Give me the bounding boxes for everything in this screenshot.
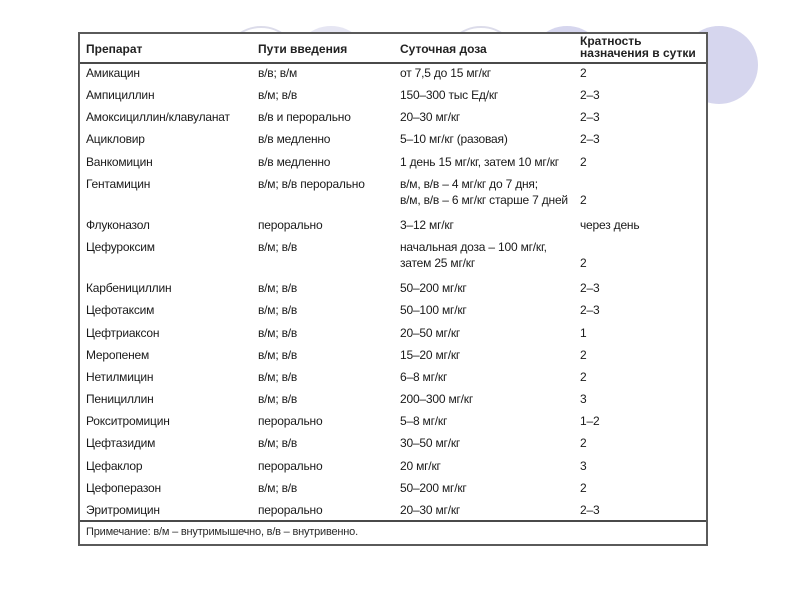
cell-dose: затем 25 мг/кг [400, 256, 476, 270]
cell-route: в/м; в/в [258, 436, 298, 450]
cell-drug: Цефаклор [86, 459, 143, 473]
cell-frequency: 2–3 [580, 281, 600, 295]
cell-drug: Цефоперазон [86, 481, 161, 495]
cell-route: в/м; в/в перорально [258, 177, 365, 191]
cell-frequency: 2 [580, 256, 587, 270]
cell-frequency: 3 [580, 459, 587, 473]
cell-frequency: 2–3 [580, 88, 600, 102]
cell-route: в/м; в/в [258, 481, 298, 495]
cell-dose: 20–30 мг/кг [400, 110, 461, 124]
cell-dose: 150–300 тыс Ед/кг [400, 88, 499, 102]
cell-route: в/м; в/в [258, 281, 298, 295]
cell-frequency: через день [580, 218, 640, 232]
cell-route: в/м; в/в [258, 392, 298, 406]
cell-drug: Меропенем [86, 348, 150, 362]
cell-drug: Цефтриаксон [86, 326, 160, 340]
cell-frequency: 2–3 [580, 132, 600, 146]
cell-route: в/м; в/в [258, 303, 298, 317]
cell-drug: Амикацин [86, 66, 140, 80]
table-footnote: Примечание: в/м – внутримышечно, в/в – внутривенно. [86, 526, 358, 538]
cell-dose: 5–8 мг/кг [400, 414, 448, 428]
header-dose: Суточная доза [400, 42, 487, 56]
cell-drug: Цефуроксим [86, 240, 155, 254]
header-route: Пути введения [258, 42, 348, 56]
cell-dose: 6–8 мг/кг [400, 370, 448, 384]
cell-frequency: 2 [580, 481, 587, 495]
cell-dose: в/м, в/в – 6 мг/кг старше 7 дней [400, 193, 568, 207]
cell-route: в/в и перорально [258, 110, 351, 124]
header-frequency-line2: назначения в сутки [580, 46, 696, 60]
cell-frequency: 1–2 [580, 414, 600, 428]
cell-route: в/м; в/в [258, 326, 298, 340]
cell-route: в/в медленно [258, 155, 331, 169]
cell-dose: 50–100 мг/кг [400, 303, 467, 317]
cell-drug: Карбенициллин [86, 281, 172, 295]
cell-dose: 50–200 мг/кг [400, 481, 467, 495]
table-divider [80, 520, 706, 522]
cell-route: перорально [258, 218, 323, 232]
cell-route: в/м; в/в [258, 348, 298, 362]
cell-dose: начальная доза – 100 мг/кг, [400, 240, 547, 254]
cell-dose: 50–200 мг/кг [400, 281, 467, 295]
cell-dose: 200–300 мг/кг [400, 392, 474, 406]
cell-route: в/м; в/в [258, 88, 298, 102]
header-drug: Препарат [86, 42, 143, 56]
cell-dose: 20 мг/кг [400, 459, 441, 473]
cell-frequency: 2 [580, 66, 587, 80]
cell-route: перорально [258, 459, 323, 473]
cell-drug: Ампициллин [86, 88, 155, 102]
cell-frequency: 2 [580, 436, 587, 450]
cell-dose: от 7,5 до 15 мг/кг [400, 66, 491, 80]
cell-dose: 20–30 мг/кг [400, 503, 461, 517]
cell-drug: Нетилмицин [86, 370, 154, 384]
cell-drug: Цефотаксим [86, 303, 155, 317]
cell-route: в/м; в/в [258, 240, 298, 254]
cell-drug: Цефтазидим [86, 436, 156, 450]
cell-frequency: 3 [580, 392, 587, 406]
cell-drug: Флуконазол [86, 218, 150, 232]
cell-dose: 15–20 мг/кг [400, 348, 461, 362]
cell-route: перорально [258, 503, 323, 517]
cell-frequency: 2 [580, 155, 587, 169]
cell-dose: 5–10 мг/кг (разовая) [400, 132, 508, 146]
cell-dose: в/м, в/в – 4 мг/кг до 7 дня; [400, 177, 538, 191]
cell-frequency: 2–3 [580, 110, 600, 124]
cell-drug: Рокситромицин [86, 414, 170, 428]
cell-drug: Ванкомицин [86, 155, 153, 169]
cell-frequency: 2 [580, 348, 587, 362]
cell-route: в/м; в/в [258, 370, 298, 384]
cell-dose: 30–50 мг/кг [400, 436, 461, 450]
antibiotic-dosage-table [78, 32, 708, 546]
cell-frequency: 2–3 [580, 503, 600, 517]
cell-frequency: 1 [580, 326, 587, 340]
cell-route: в/в; в/м [258, 66, 298, 80]
cell-frequency: 2 [580, 193, 587, 207]
cell-drug: Эритромицин [86, 503, 160, 517]
cell-drug: Амоксициллин/клавуланат [86, 110, 230, 124]
header-frequency-line1: Кратность [580, 34, 642, 48]
cell-dose: 20–50 мг/кг [400, 326, 461, 340]
cell-drug: Пенициллин [86, 392, 154, 406]
cell-frequency: 2 [580, 370, 587, 384]
cell-dose: 3–12 мг/кг [400, 218, 454, 232]
cell-frequency: 2–3 [580, 303, 600, 317]
cell-drug: Гентамицин [86, 177, 151, 191]
table-header [80, 34, 706, 64]
cell-route: перорально [258, 414, 323, 428]
cell-route: в/в медленно [258, 132, 331, 146]
cell-drug: Ацикловир [86, 132, 145, 146]
cell-dose: 1 день 15 мг/кг, затем 10 мг/кг [400, 155, 559, 169]
